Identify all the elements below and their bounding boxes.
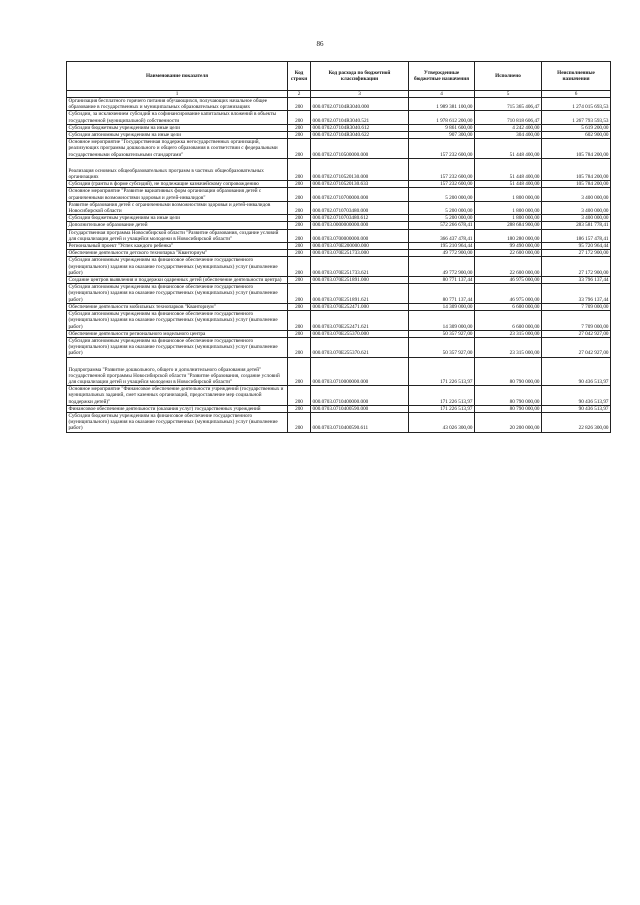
column-number: 2 [288,91,311,98]
row-line-code: 200 [288,158,311,180]
row-line-code: 200 [288,181,311,188]
header-approved: Утвержденные бюджетные назначения [409,62,475,91]
row-approved: 366 437 478,41 [409,229,475,242]
table-row [67,330,611,337]
row-line-code: 200 [288,257,311,277]
row-name: Подпрограмма "Развитие дошкольного, общего и дополнительного образования детей" государственной программы Новосибирской области "Развитие образования, создание условий для социализации детей и учащейся молодежи в Новосибирской области" [67,357,288,386]
row-budget-code: 000.0703.070E252471.621 [311,311,409,331]
row-line-code: 200 [288,201,311,214]
row-line-code: 200 [288,132,311,139]
row-executed: 23 315 000,00 [475,330,542,337]
row-unexecuted: 33 796 137,44 [542,277,611,284]
row-approved: 5 200 000,00 [409,215,475,222]
row-name: Субсидии, за исключением субсидий на софинансирование капитальных вложений в объекты государственной (муниципальной) собственности [67,111,288,124]
table-row [67,181,611,188]
row-name: Реализация основных общеобразовательных программ в частных общеобразовательных организациях [67,158,288,180]
row-line-code: 200 [288,303,311,310]
row-executed: 710 818 606,47 [475,111,542,124]
row-approved: 157 232 600,00 [409,158,475,180]
table-row [67,132,611,139]
column-number-row [67,91,611,98]
row-budget-code: 000.0703.0000000000.000 [311,222,409,229]
row-approved: 171 226 513,97 [409,386,475,406]
row-unexecuted: 33 796 137,44 [542,284,611,304]
row-unexecuted: 3 400 000,00 [542,215,611,222]
row-executed: 80 790 000,00 [475,405,542,412]
row-line-code: 200 [288,188,311,201]
row-line-code: 200 [288,284,311,304]
row-line-code: 200 [288,98,311,111]
row-approved: 157 232 600,00 [409,139,475,159]
row-executed: 4 242 400,00 [475,124,542,131]
column-number: 6 [542,91,611,98]
row-line-code: 200 [288,111,311,124]
row-name: Основное мероприятие "Государственная поддержка негосударственных организаций, реализующих программы дошкольного и общего образования в соответствии с федеральными государственными образовательными стандартами" [67,139,288,159]
row-approved: 9 861 600,00 [409,124,475,131]
row-line-code: 200 [288,311,311,331]
row-unexecuted: 602 900,00 [542,132,611,139]
column-number: 4 [409,91,475,98]
row-name: Обеспечение деятельности регионального модельного центра [67,330,288,337]
row-budget-code: 000.0702.0710700000.000 [311,188,409,201]
row-approved: 195 210 964,44 [409,243,475,250]
row-approved: 1 978 612 200,00 [409,111,475,124]
row-name: Основное мероприятие "Развитие вариативных форм организации образования детей с ограниченными возможностями здоровья и детей-инвалидов" [67,188,288,201]
row-name: Субсидии автономным учреждениям на финансовое обеспечение государственного (муниципального) задания на оказание государственных (муниципальных) услуг (выполнение работ) [67,257,288,277]
row-budget-code: 000.0703.070E255370.621 [311,337,409,357]
row-budget-code: 000.0702.07104R3040.612 [311,124,409,131]
table-row [67,405,611,412]
row-line-code: 200 [288,405,311,412]
row-name: Государственная программа Новосибирской области "Развитие образования, создание условий для социализации детей и учащейся молодежи в Новосибирской области" [67,229,288,242]
row-executed: 304 400,00 [475,132,542,139]
table-row [67,229,611,242]
row-executed: 22 600 000,00 [475,257,542,277]
row-executed: 51 448 400,00 [475,181,542,188]
row-unexecuted: 105 784 200,00 [542,181,611,188]
row-executed: 80 790 000,00 [475,386,542,406]
page-number: 86 [316,40,324,48]
row-approved: 14 309 000,00 [409,311,475,331]
row-name: Обеспечение деятельности детского технопарка "Кванториум" [67,250,288,257]
row-approved: 50 357 927,00 [409,337,475,357]
row-executed: 1 800 000,00 [475,188,542,201]
table-row [67,158,611,180]
table-row [67,277,611,284]
table-row [67,243,611,250]
table-row [67,303,611,310]
row-line-code: 200 [288,277,311,284]
row-unexecuted: 27 172 900,00 [542,257,611,277]
row-executed: 46 975 000,00 [475,277,542,284]
row-line-code: 200 [288,412,311,432]
row-budget-code: 000.0703.0700000000.000 [311,229,409,242]
row-executed: 22 600 000,00 [475,250,542,257]
row-name: Создание центров выявления и поддержки одаренных детей (обеспечение деятельности центра) [67,277,288,284]
table-header-row [67,62,611,91]
header-executed: Исполнено [475,62,542,91]
row-approved: 80 771 137,44 [409,277,475,284]
row-budget-code: 000.0702.0710703480.612 [311,215,409,222]
table-row [67,250,611,257]
table-row [67,386,611,406]
row-unexecuted: 7 709 000,00 [542,311,611,331]
row-name: Субсидии (гранты в форме субсидий), не подлежащие казначейскому сопровождению [67,181,288,188]
column-number: 5 [475,91,542,98]
row-budget-code: 000.0703.070E255370.000 [311,330,409,337]
row-executed: 99 490 000,00 [475,243,542,250]
row-name: Субсидии автономным учреждениям на иные цели [67,132,288,139]
row-line-code: 200 [288,243,311,250]
row-approved: 14 309 000,00 [409,303,475,310]
row-unexecuted: 3 400 000,00 [542,188,611,201]
row-unexecuted: 283 581 778,41 [542,222,611,229]
table-row [67,357,611,386]
row-line-code: 200 [288,229,311,242]
row-budget-code: 000.0702.0710500000.000 [311,139,409,159]
table-row [67,215,611,222]
row-unexecuted: 1 267 793 593,53 [542,111,611,124]
row-budget-code: 000.0703.0710400590.611 [311,412,409,432]
row-unexecuted: 186 157 478,41 [542,229,611,242]
row-name: Развитие образования детей с ограниченными возможностями здоровья и детей-инвалидов Новосибирской области [67,201,288,214]
row-unexecuted: 90 436 513,97 [542,386,611,406]
row-name: Субсидии автономным учреждениям на финансовое обеспечение государственного (муниципального) задания на оказание государственных (муниципальных) услуг (выполнение работ) [67,311,288,331]
row-executed: 20 200 000,00 [475,412,542,432]
row-approved: 49 772 900,00 [409,257,475,277]
row-budget-code: 000.0703.0710400000.000 [311,386,409,406]
row-executed: 46 975 000,00 [475,284,542,304]
row-line-code: 200 [288,330,311,337]
table-row [67,412,611,432]
header-name: Наименование показателя [67,62,288,91]
row-approved: 43 026 300,00 [409,412,475,432]
table-row [67,188,611,201]
table-body [67,98,611,433]
row-unexecuted: 95 720 964,44 [542,243,611,250]
column-number: 1 [67,91,288,98]
header-budget-code: Код расхода по бюджетной классификации [311,62,409,91]
row-unexecuted: 27 042 927,00 [542,330,611,337]
row-executed: 23 315 000,00 [475,337,542,357]
row-approved: 49 772 900,00 [409,250,475,257]
row-budget-code: 000.0703.070E252471.000 [311,303,409,310]
table-row [67,201,611,214]
row-executed: 1 800 000,00 [475,215,542,222]
row-line-code: 200 [288,386,311,406]
table-row [67,124,611,131]
row-line-code: 200 [288,215,311,222]
header-unexecuted: Неисполненные назначения [542,62,611,91]
row-approved: 5 200 000,00 [409,188,475,201]
row-executed: 715 365 406,47 [475,98,542,111]
row-name: Организация бесплатного горячего питания обучающихся, получающих начальное общее образование в государственных и муниципальных образовательных организациях [67,98,288,111]
row-name: Обеспечение деятельности мобильных технопарков "Кванториум" [67,303,288,310]
row-unexecuted: 22 826 300,00 [542,412,611,432]
row-budget-code: 000.0703.0710000000.000 [311,357,409,386]
row-unexecuted: 90 436 513,97 [542,405,611,412]
row-line-code: 200 [288,124,311,131]
row-budget-code: 000.0702.07104R3040.000 [311,98,409,111]
table-row [67,337,611,357]
row-unexecuted: 1 274 015 693,53 [542,98,611,111]
row-name: Субсидии автономным учреждениям на финансовое обеспечение государственного (муниципального) задания на оказание государственных (муниципальных) услуг (выполнение работ) [67,284,288,304]
row-executed: 288 684 900,00 [475,222,542,229]
row-unexecuted: 27 172 900,00 [542,250,611,257]
table-row [67,284,611,304]
row-executed: 1 800 000,00 [475,201,542,214]
row-budget-code: 000.0703.070E251891.000 [311,277,409,284]
row-unexecuted: 5 619 200,00 [542,124,611,131]
row-approved: 1 989 381 100,00 [409,98,475,111]
row-name: Основное мероприятие "Финансовое обеспечение деятельности учреждений (государственных и муниципальных заданий, смет казенных организаций, предоставление мер социальной поддержки детей)" [67,386,288,406]
row-budget-code: 000.0702.0710520130.633 [311,181,409,188]
column-number: 3 [311,91,409,98]
table-row [67,257,611,277]
row-line-code: 200 [288,222,311,229]
row-name: Финансовое обеспечение деятельности (оказания услуг) государственных учреждений [67,405,288,412]
row-budget-code: 000.0703.070E251733.000 [311,250,409,257]
row-executed: 180 280 000,00 [475,229,542,242]
table-row [67,311,611,331]
row-approved: 907 300,00 [409,132,475,139]
row-name: Субсидии автономным учреждениям на финансовое обеспечение государственного (муниципального) задания на оказание государственных (муниципальных) услуг (выполнение работ) [67,337,288,357]
row-line-code: 200 [288,250,311,257]
row-approved: 572 266 678,41 [409,222,475,229]
row-budget-code: 000.0702.07104R3040.622 [311,132,409,139]
row-line-code: 200 [288,357,311,386]
row-name: Региональный проект "Успех каждого ребенка" [67,243,288,250]
row-budget-code: 000.0702.07104R3040.521 [311,111,409,124]
row-unexecuted: 105 784 200,00 [542,139,611,159]
row-budget-code: 000.0702.0710520130.000 [311,158,409,180]
row-name: Дополнительное образование детей [67,222,288,229]
table-row [67,111,611,124]
row-line-code: 200 [288,337,311,357]
row-name: Субсидии бюджетным учреждениям на финансовое обеспечение государственного (муниципального) задания на оказание государственных (муниципальных) услуг (выполнение работ) [67,412,288,432]
table-row [67,98,611,111]
row-unexecuted: 105 784 200,00 [542,158,611,180]
row-unexecuted: 3 400 000,00 [542,201,611,214]
row-approved: 171 226 513,97 [409,405,475,412]
row-executed: 51 448 400,00 [475,139,542,159]
row-executed: 6 600 000,00 [475,303,542,310]
row-budget-code: 000.0702.0710703480.000 [311,201,409,214]
row-executed: 80 790 000,00 [475,357,542,386]
row-approved: 171 226 513,97 [409,357,475,386]
row-executed: 6 600 000,00 [475,311,542,331]
row-approved: 157 232 600,00 [409,181,475,188]
row-unexecuted: 27 042 927,00 [542,337,611,357]
table-row [67,222,611,229]
row-approved: 80 771 137,44 [409,284,475,304]
row-line-code: 200 [288,139,311,159]
row-budget-code: 000.0703.070E251891.621 [311,284,409,304]
row-approved: 50 357 927,00 [409,330,475,337]
row-unexecuted: 7 709 000,00 [542,303,611,310]
budget-table [66,61,611,433]
row-approved: 5 200 000,00 [409,201,475,214]
row-budget-code: 000.0703.070E200000.000 [311,243,409,250]
row-name: Субсидии бюджетным учреждениям на иные цели [67,215,288,222]
row-name: Субсидии бюджетным учреждениям на иные цели [67,124,288,131]
row-executed: 51 448 400,00 [475,158,542,180]
table-row [67,139,611,159]
row-budget-code: 000.0703.0710400590.000 [311,405,409,412]
row-unexecuted: 90 436 513,97 [542,357,611,386]
row-budget-code: 000.0703.070E251733.621 [311,257,409,277]
header-line-code: Код строки [288,62,311,91]
